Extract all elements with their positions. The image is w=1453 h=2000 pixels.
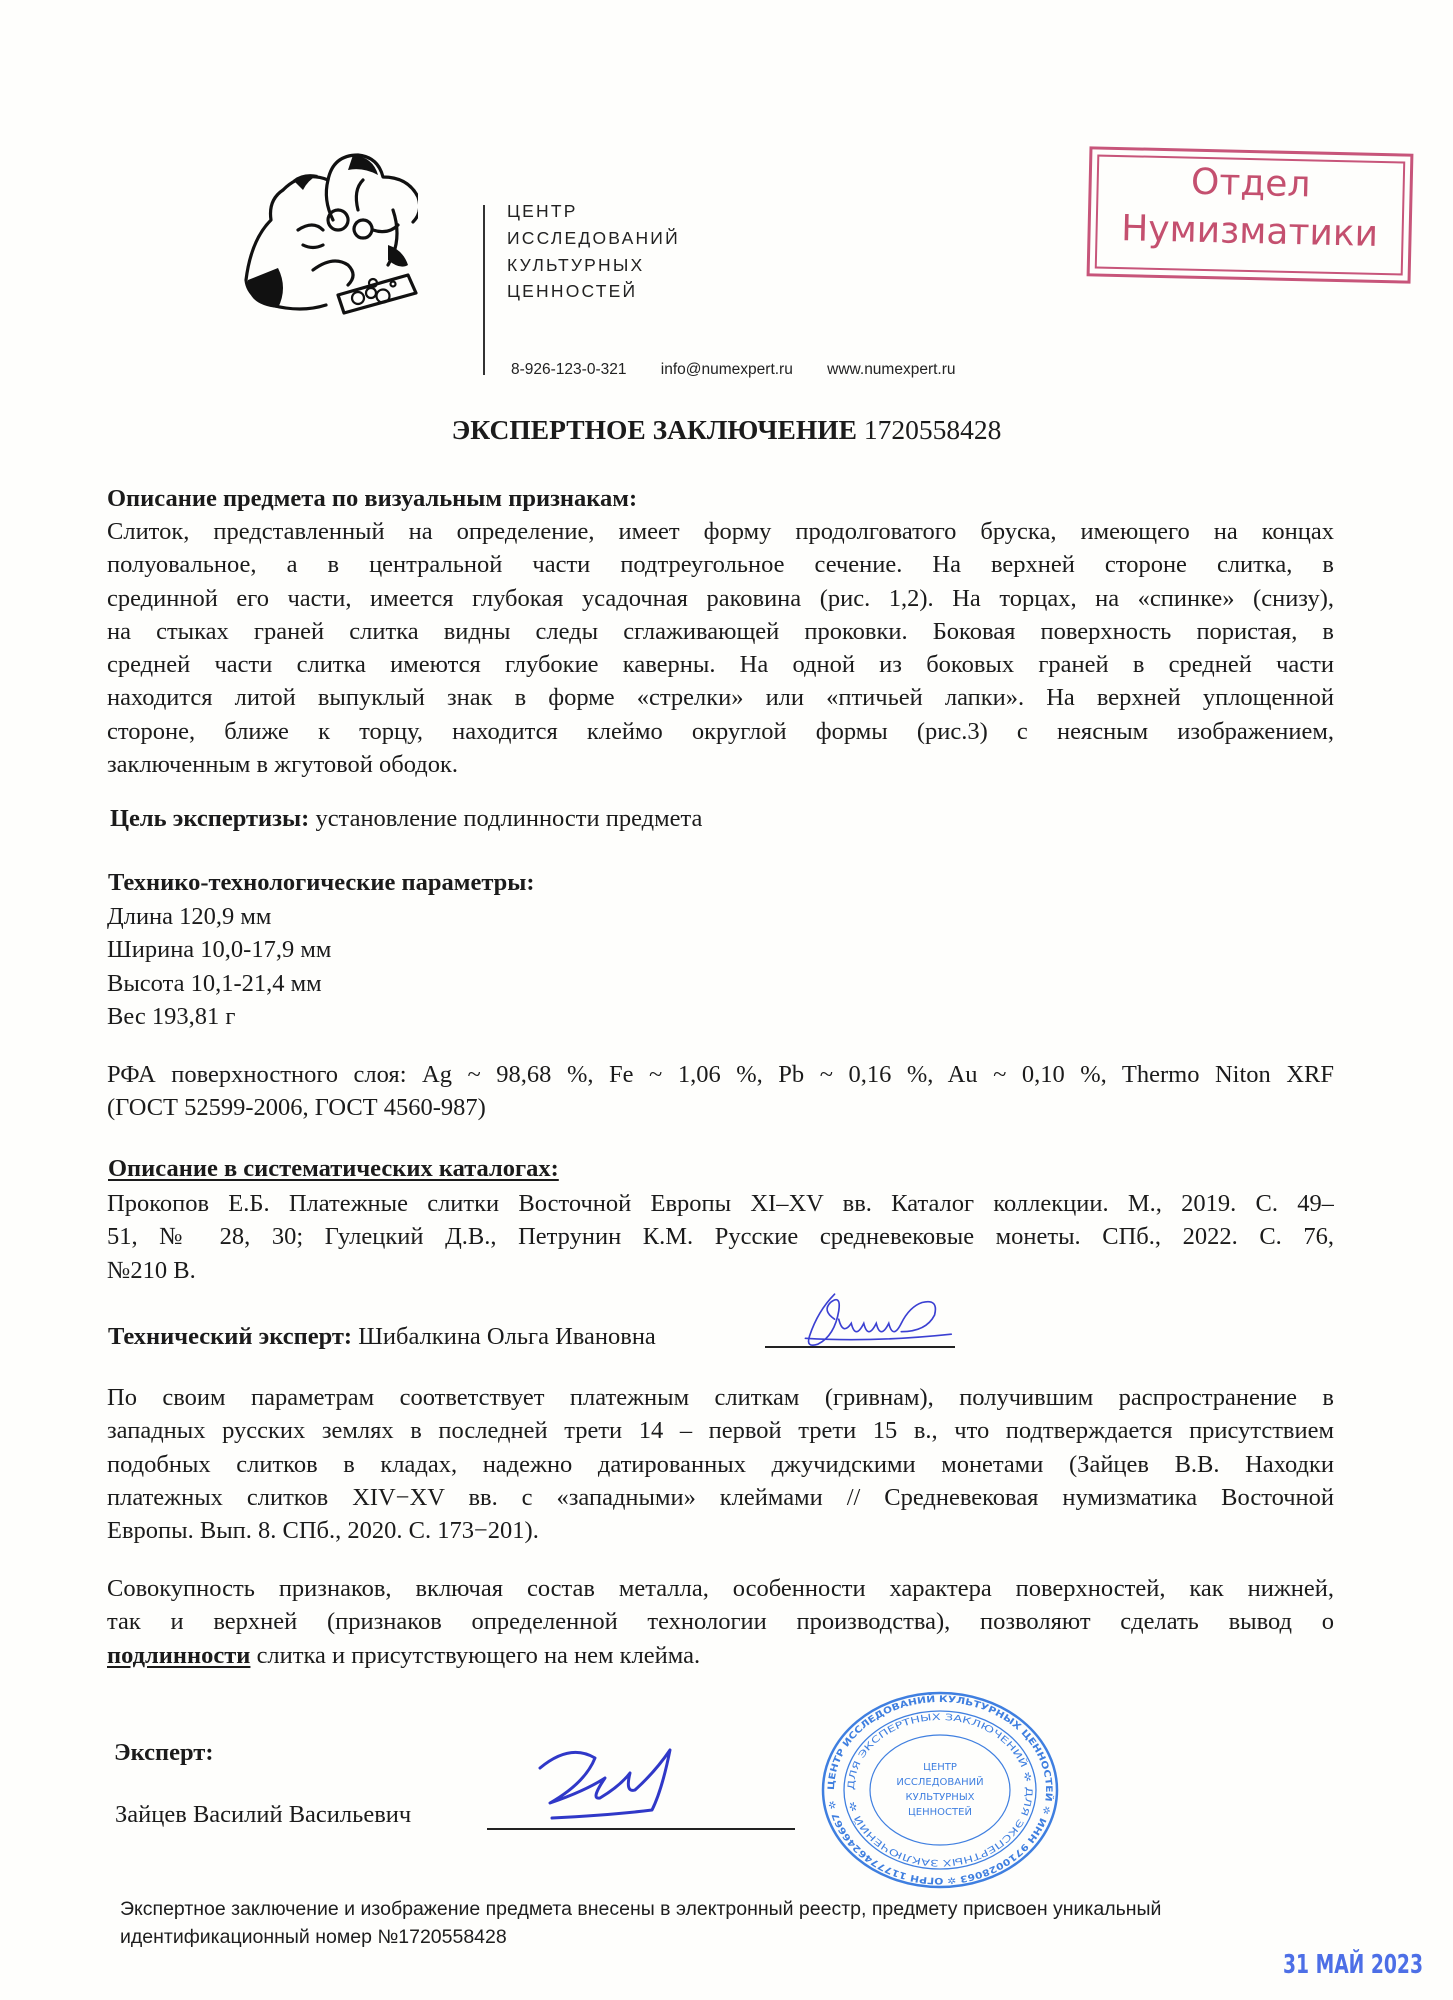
registry-note-line: идентификационный номер №1720558428 [120,1925,507,1948]
description-line: на стыках граней слитка видны следы сглаживающей проковки. Боковая поверхность пористая, в [107,617,1334,645]
document-title [0,414,1453,446]
xrf-line: РФА поверхностного слоя: Ag ~ 98,68 %, Fe ~ 1,06 %, Pb ~ 0,16 %, Au ~ 0,10 %, Thermo Niton XRF [107,1061,1334,1088]
conclusion-line: По своим параметрам соответствует платежным слиткам (гривнам), получившим распространение в [107,1384,1334,1411]
catalog-line: Прокопов Е.Б. Платежные слитки Восточной Европы XI–XV вв. Каталог коллекции. М., 2019. С. 49– [107,1190,1334,1217]
round-stamp-center-line: ЦЕННОСТЕЙ [908,1807,972,1818]
round-stamp-outer-text: ЦЕНТР ИССЛЕДОВАНИЙ КУЛЬТУРНЫХ ЦЕННОСТЕЙ ✲ ИНН 9710028063 ✲ ОГРН 1177746246667 ✲ [826,1694,1054,1886]
expert-signature-line [487,1828,795,1830]
final-conclusion-paragraph [107,1572,1334,1672]
description-line: заключенным в жгутовой ободок. [107,751,459,779]
org-name-line: ИССЛЕДОВАНИЙ [507,227,680,248]
xrf-paragraph [107,1058,1334,1125]
description-line: находится литой выпуклый знак в форме «стрелки» или «птичьей лапки». На верхней уплощенной [107,684,1334,712]
conclusion-line: платежных слитков XIV−XV вв. с «западными» клеймами // Средневековая нумизматика Восточной [107,1483,1334,1511]
tech-expert-name: Шибалкина Ольга Ивановна [358,1323,656,1350]
org-name-line: ЦЕННОСТЕЙ [507,281,638,302]
description-paragraph [107,515,1334,781]
conclusion-line: западных русских землях в последней трети 14 – первой трети 15 в., что подтверждается присутствием [107,1417,1334,1445]
email-link[interactable]: info@numexpert.ru [660,361,793,378]
final-conclusion-line: Совокупность признаков, включая состав металла, особенности характера поверхностей, как нижней, [107,1575,1334,1602]
round-stamp-center-line: ЦЕНТР [923,1762,957,1773]
expert-label: Эксперт: [114,1739,214,1766]
department-stamp-line2: Нумизматики [1120,208,1379,255]
round-stamp-inner-text: ДЛЯ ЭКСПЕРТНЫХ ЗАКЛЮЧЕНИЙ ✲ ДЛЯ ЭКСПЕРТНЫХ ЗАКЛЮЧЕНИЙ ✲ [846,1712,1034,1868]
org-name-line: ЦЕНТР [507,201,578,221]
parameter-item: Ширина 10,0-17,9 мм [107,936,332,964]
catalog-line: №210 В. [107,1256,196,1284]
description-line: срединной его части, имеется глубокая усадочная раковина (рис. 1,2). На торцах, на «спинке» (снизу), [107,584,1334,612]
catalogs-paragraph [107,1187,1334,1287]
contact-info [511,361,986,379]
purpose-line [110,802,702,835]
title-text: ЭКСПЕРТНОЕ ЗАКЛЮЧЕНИЕ [451,414,857,445]
purpose-value: установление подлинности предмета [315,805,703,832]
document-number: 1720558428 [863,414,1002,445]
xrf-line: (ГОСТ 52599-2006, ГОСТ 4560-987) [107,1094,486,1122]
description-line: Слиток, представленный на определение, имеет форму продолговатого бруска, имеющего на концах [107,518,1334,545]
logo-illustration [243,150,418,320]
organization-name [507,198,680,305]
purpose-label: Цель экспертизы: [110,805,310,832]
website-link[interactable]: www.numexpert.ru [827,361,956,378]
parameter-item: Высота 10,1-21,4 мм [107,969,322,997]
parameter-item: Вес 193,81 г [107,1002,236,1030]
tech-expert-line [108,1320,656,1353]
department-stamp [1087,146,1414,283]
description-heading: Описание предмета по визуальным признакам: [107,485,638,512]
round-stamp-center-line: ИССЛЕДОВАНИЙ [896,1777,984,1788]
phone-number: 8-926-123-0-321 [511,361,627,378]
description-line: полуовальное, а в центральной части подтреугольное сечение. На верхней стороне слитка, в [107,551,1334,579]
final-conclusion-rest: слитка и присутствующего на нем клейма. [250,1641,701,1669]
description-line: средней части слитка имеются глубокие каверны. На одной из боковых граней в средней части [107,651,1334,679]
catalog-line: 51, № 28, 30; Гулецкий Д.В., Петрунин К.М. Русские средневековые монеты. СПб., 2022. С. 76, [107,1223,1334,1251]
tech-expert-signature [780,1290,985,1365]
final-conclusion-line [107,1639,1334,1672]
parameter-item: Длина 120,9 мм [107,903,272,930]
registry-note [120,1896,1161,1951]
round-stamp-center-line: КУЛЬТУРНЫХ [905,1792,975,1803]
conclusion-paragraph [107,1381,1334,1547]
header-divider [483,205,485,375]
org-name-line: КУЛЬТУРНЫХ [507,254,645,275]
conclusion-line: Европы. Вып. 8. СПб., 2020. С. 173−201). [107,1517,539,1545]
catalogs-heading: Описание в систематических каталогах: [108,1155,559,1182]
parameters-heading: Технико-технологические параметры: [108,869,535,896]
final-conclusion-line: так и верхней (признаков определенной технологии производства), позволяют сделать вывод о [107,1608,1334,1636]
parameters-list [107,900,331,1033]
conclusion-line: подобных слитков в кладах, надежно датированных джучидскими монетами (Зайцев В.В. Находки [107,1450,1334,1478]
tech-expert-label: Технический эксперт: [108,1323,353,1350]
expert-name: Зайцев Василий Васильевич [115,1801,412,1828]
department-stamp-line1: Отдел [1190,161,1311,206]
date-stamp: 31 МАЙ 2023 [1283,1950,1423,1980]
expert-signature [520,1738,750,1823]
organization-round-stamp [820,1690,1060,1890]
registry-note-line: Экспертное заключение и изображение предмета внесены в электронный реестр, предмету присвоен уникальный [120,1898,1162,1920]
description-line: стороне, ближе к торцу, находится клеймо округлой формы (рис.3) с неясным изображением, [107,717,1334,745]
authenticity-emphasis: подлинности [107,1641,251,1669]
